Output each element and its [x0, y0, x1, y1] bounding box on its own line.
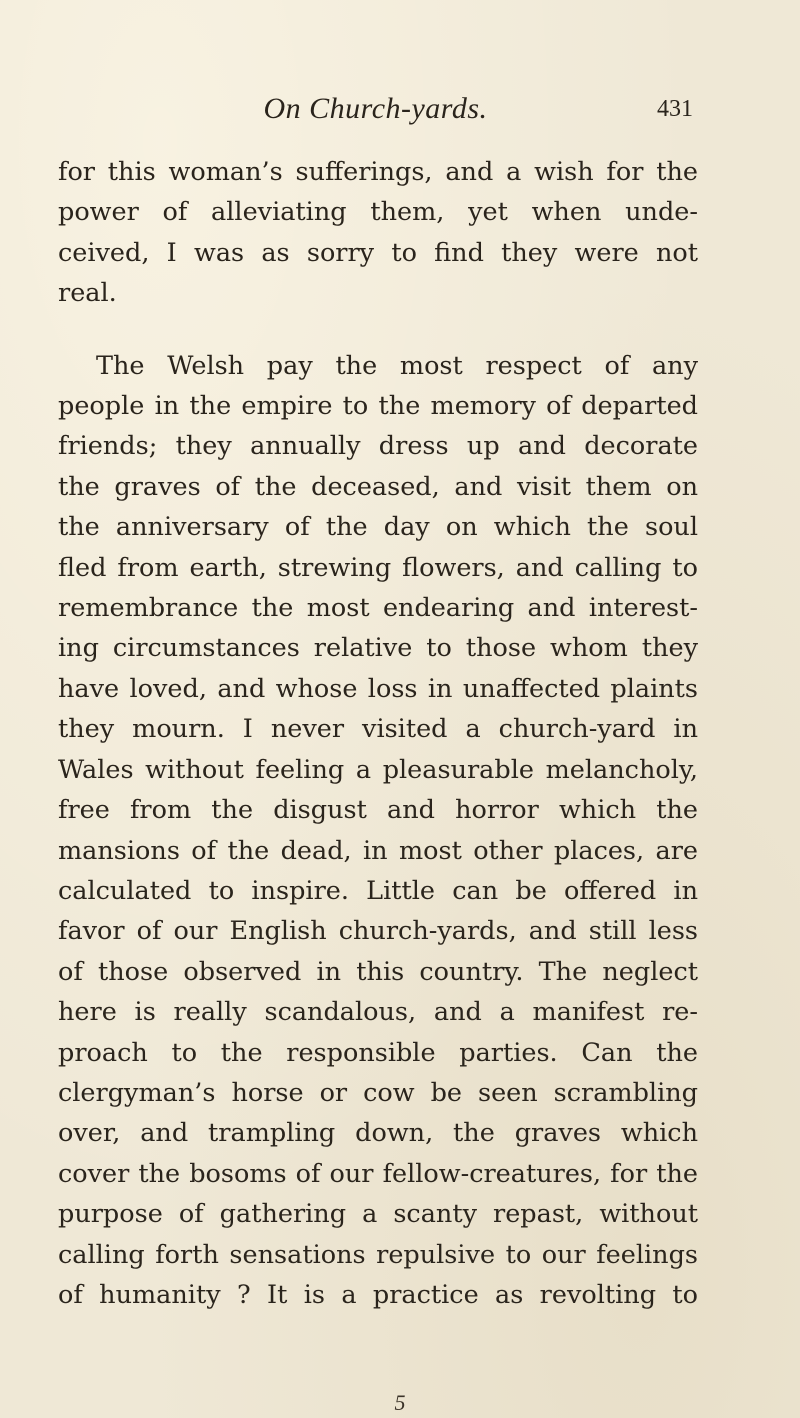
paragraph-gap — [58, 314, 698, 346]
running-head — [58, 92, 693, 132]
text-line: of those observed in this country. The neglect — [58, 956, 698, 987]
text-line: calculated to inspire. Little can be offered in — [58, 875, 698, 906]
text-line: favor of our English church-yards, and still less — [58, 916, 698, 947]
text-line: ceived, I was as sorry to find they were not — [58, 237, 698, 268]
text-line: purpose of gathering a scanty repast, without — [58, 1199, 698, 1230]
text-line: the graves of the deceased, and visit them on — [58, 471, 698, 502]
text-line: people in the empire to the memory of departed — [58, 391, 698, 422]
text-line: proach to the responsible parties. Can the — [58, 1037, 698, 1068]
text-line: mansions of the dead, in most other places, are — [58, 835, 698, 866]
text-line: remembrance the most endearing and interest- — [58, 593, 698, 624]
body-text — [58, 152, 698, 1315]
text-line: over, and trampling down, the graves which — [58, 1118, 698, 1149]
text-line: free from the disgust and horror which the — [58, 795, 698, 826]
text-line: they mourn. I never visited a church-yard in — [58, 714, 698, 745]
text-line: Wales without feeling a pleasurable melancholy, — [58, 754, 698, 785]
text-line: fled from earth, strewing flowers, and calling to — [58, 552, 698, 583]
paragraph — [58, 346, 698, 1316]
running-title: On Church-yards. — [263, 92, 488, 125]
text-line: real. — [58, 278, 117, 309]
page-number: 431 — [657, 96, 693, 122]
text-line: here is really scandalous, and a manifest re- — [58, 997, 698, 1028]
signature-mark: 5 — [394, 1390, 406, 1415]
text-line: friends; they annually dress up and decorate — [58, 431, 698, 462]
text-line: The Welsh pay the most respect of any — [96, 350, 698, 381]
text-line: have loved, and whose loss in unaffected plaints — [58, 673, 698, 704]
text-line: cover the bosoms of our fellow-creatures, for the — [58, 1158, 698, 1189]
text-line: ing circumstances relative to those whom they — [58, 633, 698, 664]
text-line: the anniversary of the day on which the soul — [58, 512, 698, 543]
text-line: clergyman’s horse or cow be seen scrambling — [58, 1077, 698, 1108]
text-line: calling forth sensations repulsive to our feelings — [58, 1239, 698, 1270]
text-line: for this woman’s sufferings, and a wish for the — [58, 157, 698, 187]
text-line: of humanity ? It is a practice as revolting to — [58, 1279, 698, 1310]
text-line: power of alleviating them, yet when unde- — [58, 197, 698, 228]
paragraph — [58, 152, 698, 314]
